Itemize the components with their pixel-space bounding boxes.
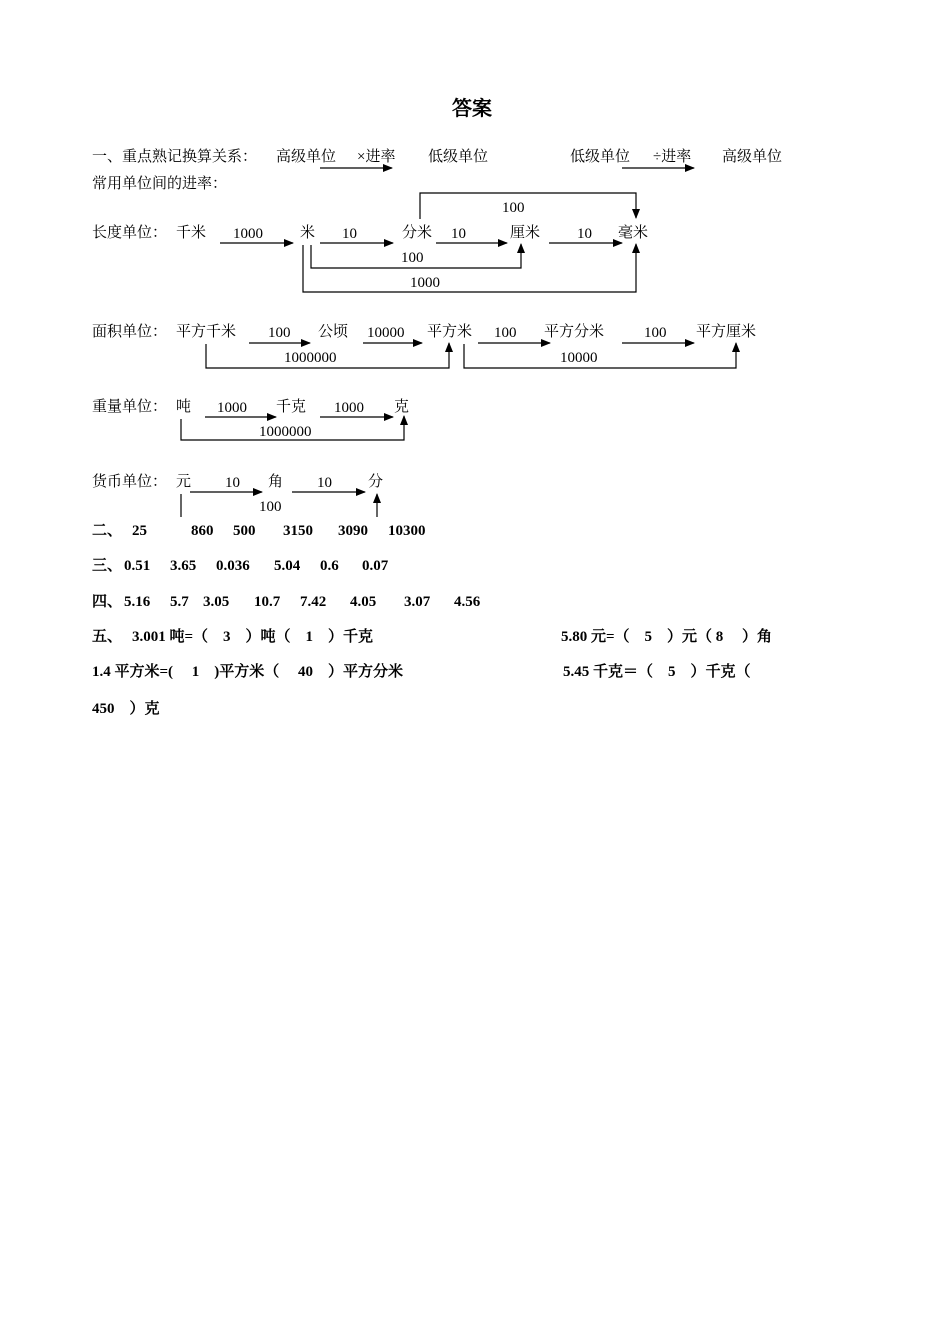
- area-rate-ha-m2: 10000: [367, 325, 405, 341]
- q4-answer-8: 4.56: [454, 594, 481, 610]
- money-label: 货币单位：: [92, 474, 168, 490]
- length-span-dm-mm: 100: [502, 200, 525, 216]
- q4-answer-6: 4.05: [350, 594, 377, 610]
- money-span-yuan-fen: 100: [259, 499, 282, 515]
- money-rate-jiao-fen: 10: [317, 475, 332, 491]
- money-unit-jiao: 角: [268, 474, 284, 490]
- length-label: 长度单位：: [92, 225, 168, 241]
- low-unit-text-2: 低级单位: [570, 149, 631, 165]
- page-title: 答案: [452, 98, 492, 120]
- section1-heading: 一、重点熟记换算关系：: [92, 149, 258, 165]
- area-unit-dm2: 平方分米: [544, 324, 605, 340]
- q4-answer-4: 10.7: [254, 594, 281, 610]
- q5-line1-right: 5.80 元=（ 5 ）元（ 8 ）角: [561, 629, 773, 645]
- money-rate-yuan-jiao: 10: [225, 475, 240, 491]
- money-unit-fen: 分: [368, 474, 384, 490]
- q2-answer-4: 3150: [283, 523, 313, 539]
- q3-label: 三、: [92, 558, 123, 574]
- q5-line2-right: 5.45 千克＝（ 5 ）千克（: [563, 664, 751, 680]
- q3-answer-4: 5.04: [274, 558, 301, 574]
- high-unit-text-2: 高级单位: [722, 149, 783, 165]
- div-rate-text: ÷进率: [653, 149, 692, 165]
- weight-rate-ton-kg: 1000: [217, 400, 247, 416]
- area-rate-km2-ha: 100: [268, 325, 291, 341]
- length-rate-dm-cm: 10: [451, 226, 466, 242]
- q4-answer-7: 3.07: [404, 594, 431, 610]
- q5-label: 五、: [92, 629, 123, 645]
- q3-answer-1: 0.51: [124, 558, 151, 574]
- common-rates-text: 常用单位间的进率：: [92, 176, 228, 192]
- money-unit-yuan: 元: [176, 474, 192, 490]
- q2-answer-5: 3090: [338, 523, 368, 539]
- q4-answer-1: 5.16: [124, 594, 151, 610]
- weight-unit-kg: 千克: [276, 399, 307, 415]
- q3-answer-3: 0.036: [216, 558, 250, 574]
- area-rate-dm2-cm2: 100: [644, 325, 667, 341]
- q2-answer-1: 25: [132, 523, 147, 539]
- length-unit-m: 米: [300, 225, 316, 241]
- q4-label: 四、: [92, 594, 123, 610]
- q2-label: 二、: [92, 523, 123, 539]
- area-unit-m2: 平方米: [427, 324, 473, 340]
- area-unit-km2: 平方千米: [176, 324, 237, 340]
- length-unit-km: 千米: [176, 225, 207, 241]
- weight-unit-g: 克: [394, 399, 410, 415]
- area-unit-hectare: 公顷: [318, 324, 349, 340]
- q3-answer-2: 3.65: [170, 558, 197, 574]
- q4-answer-2: 5.7: [170, 594, 189, 610]
- q3-answer-5: 0.6: [320, 558, 339, 574]
- length-rate-m-dm: 10: [342, 226, 357, 242]
- weight-span-ton-g: 1000000: [259, 424, 312, 440]
- times-rate-text: ×进率: [357, 149, 396, 165]
- weight-label: 重量单位：: [92, 399, 168, 415]
- q5-line1-left: 3.001 吨=（ 3 ）吨（ 1 ）千克: [132, 629, 374, 645]
- weight-rate-kg-g: 1000: [334, 400, 364, 416]
- q3-answer-6: 0.07: [362, 558, 389, 574]
- q5-line2-left: 1.4 平方米=( 1 )平方米（ 40 ）平方分米: [92, 664, 404, 680]
- q2-answer-3: 500: [233, 523, 256, 539]
- weight-unit-ton: 吨: [176, 399, 192, 415]
- area-span-m2-cm2: 10000: [560, 350, 598, 366]
- area-label: 面积单位：: [92, 324, 168, 340]
- length-unit-cm: 厘米: [510, 225, 541, 241]
- q4-answer-3: 3.05: [203, 594, 230, 610]
- q2-answer-6: 10300: [388, 523, 426, 539]
- q5-line3: 450 ）克: [92, 701, 160, 717]
- low-unit-text: 低级单位: [428, 149, 489, 165]
- area-unit-cm2: 平方厘米: [696, 324, 757, 340]
- q4-answer-5: 7.42: [300, 594, 327, 610]
- length-span-m-cm: 100: [401, 250, 424, 266]
- q2-answer-2: 860: [191, 523, 214, 539]
- length-unit-mm: 毫米: [618, 225, 649, 241]
- length-span-m-mm: 1000: [410, 275, 440, 291]
- length-unit-dm: 分米: [402, 225, 433, 241]
- length-rate-cm-mm: 10: [577, 226, 592, 242]
- length-rate-km-m: 1000: [233, 226, 263, 242]
- area-rate-m2-dm2: 100: [494, 325, 517, 341]
- area-span-km2-m2: 1000000: [284, 350, 337, 366]
- high-unit-text: 高级单位: [276, 149, 337, 165]
